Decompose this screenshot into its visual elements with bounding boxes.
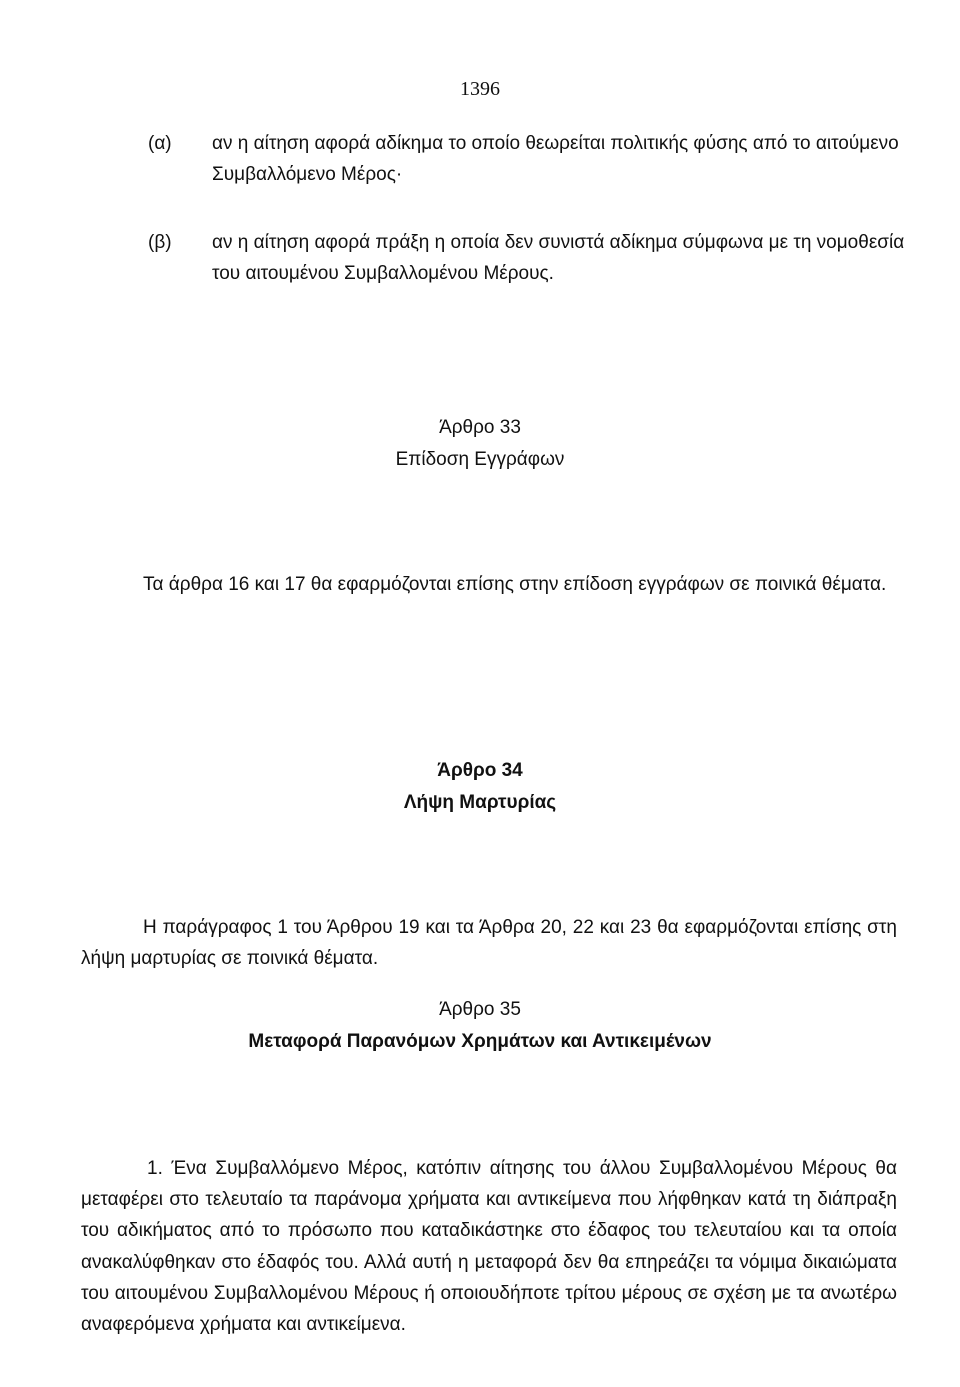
article-33-body bbox=[81, 569, 897, 600]
list-item-text: αν η αίτηση αφορά πράξη η οποία δεν συνιστά αδίκημα σύμφωνα με τη νομοθεσία του αιτουμένου Συμβαλλομένου Μέρους. bbox=[212, 232, 905, 284]
list-item bbox=[148, 227, 908, 289]
article-33-text: Τα άρθρα 16 και 17 θα εφαρμόζονται επίσης στην επίδοση εγγράφων σε ποινικά θέματα. bbox=[143, 574, 887, 595]
article-34-text: Η παράγραφος 1 του Άρθρου 19 και τα Άρθρα 20, 22 και 23 θα εφαρμόζονται επίσης στη λήψη μαρτυρίας σε ποινικά θέματα. bbox=[81, 917, 897, 969]
list-item bbox=[148, 128, 908, 190]
article-34-body bbox=[81, 912, 897, 974]
article-title: Μεταφορά Παρανόμων Χρημάτων και Αντικειμένων bbox=[248, 1031, 712, 1052]
article-34-heading bbox=[0, 755, 960, 819]
article-title: Επίδοση Εγγράφων bbox=[395, 449, 565, 470]
article-35-heading bbox=[0, 994, 960, 1058]
article-title: Λήψη Μαρτυρίας bbox=[403, 792, 557, 813]
list-marker: (β) bbox=[148, 232, 172, 253]
page-number: 1396 bbox=[460, 78, 500, 100]
article-33-heading bbox=[0, 412, 960, 476]
list-marker: (α) bbox=[148, 133, 172, 154]
article-number: Άρθρο 33 bbox=[439, 417, 521, 438]
article-35-text: 1. Ένα Συμβαλλόμενο Μέρος, κατόπιν αίτησης του άλλου Συμβαλλομένου Μέρους θα μεταφέρει στο τελευταίο τα παράνομα χρήματα και αντικείμενα που λήφθηκαν κατά τη διάπραξη του αδικήματος από το πρόσωπο που καταδικάστηκε στο έδαφος του τελευταίου και τα οποία ανακαλύφθηκαν στο έδαφός του. Αλλά αυτή η μεταφορά δεν θα επηρεάζει τα νόμιμα δικαιώματα του αιτουμένου Συμβαλλομένου Μέρους ή οποιουδήποτε τρίτου μέρους σε σχέση με τα ανωτέρω αναφερόμενα χρήματα και αντικείμενα. bbox=[81, 1158, 897, 1336]
list-item-text: αν η αίτηση αφορά αδίκημα το οποίο θεωρείται πολιτικής φύσης από το αιτούμενο Συμβαλλόμενο Μέρος· bbox=[212, 133, 899, 185]
article-number: Άρθρο 35 bbox=[439, 999, 521, 1020]
article-number: Άρθρο 34 bbox=[437, 760, 523, 781]
article-35-body bbox=[81, 1153, 897, 1340]
